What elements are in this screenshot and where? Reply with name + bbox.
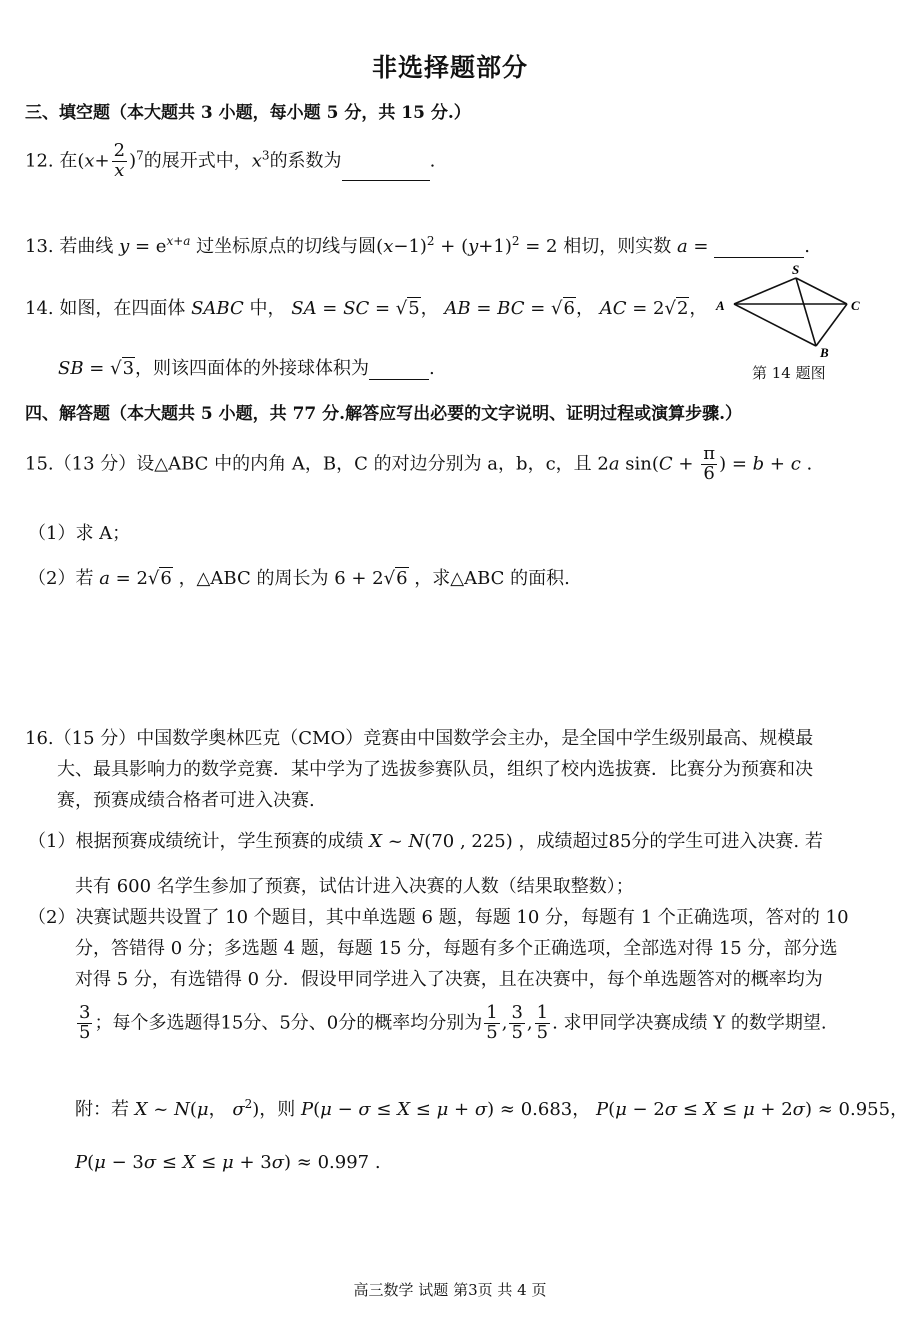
question-13: 13. 若曲线 $y = e^{x+a}$ 过坐标原点的切线与圆$(x-1)^2 + (y+1)^2 = 2$ 相切，则实数 a = .: [25, 234, 810, 257]
page-title: 非选择题部分: [371, 53, 528, 82]
question-14-line1: 14. 如图，在四面体 SABC 中， SA = SC = √5， AB = BC = √6， AC = 2√2，: [25, 298, 708, 319]
vertex-label-b: B: [820, 345, 829, 360]
section4-heading: 四、解答题（本大题共 5 小题，共 77 分.解答应写出必要的文字说明、证明过程或演算步骤.）: [25, 404, 742, 424]
page-footer: 高三数学 试题 第3页 共 4 页: [353, 1281, 547, 1299]
question-12: 12. 在(x+ $\frac{2}{x}$ )$^7$的展开式中，$x^3$的系数为 .: [25, 140, 436, 181]
tetrahedron-figure: [712, 260, 862, 360]
question-16-part2-line1: （2）决赛试题共设置了 10 个题目，其中单选题 6 题，每题 10 分，每题有 1 个正确选项，答对的 10: [28, 907, 849, 928]
question-16-line2: 大、最具影响力的数学竞赛．某中学为了选拔参赛队员，组织了校内选拔赛．比赛分为预赛和决: [57, 759, 813, 780]
question-14-line2: SB = √3，则该四面体的外接球体积为 .: [58, 358, 435, 379]
question-16-part1-cont: 共有 600 名学生参加了预赛，试估计进入决赛的人数（结果取整数）；: [75, 876, 634, 897]
vertex-label-a: A: [716, 298, 725, 313]
vertex-label-s: S: [792, 262, 800, 277]
section3-heading: 三、填空题（本大题共 3 小题，每小题 5 分，共 15 分.）: [25, 103, 471, 123]
question-15: 15.（13 分）设△ABC 中的内角 A，B，C 的对边分别为 a，b，c，且 2a sin(C + $\frac{\pi}{6}$ ) = b + c .: [25, 443, 813, 484]
question-16-line3: 赛，预赛成绩合格者可进入决赛.: [57, 790, 315, 811]
question-16-part2-line3: 对得 5 分，有选错得 0 分．假设甲同学进入了决赛，且在决赛中，每个单选题答对的概率均为: [75, 969, 823, 990]
question-16-part2-line4: $\frac{3}{5}$ ；每个多选题得15分、5分、0分的概率均分别为 $\frac{1}{5}$ , $\frac{3}{5}$ , $\frac{1}{5}$ . 求甲同学决赛成绩 Y 的数学期望.: [79, 1002, 827, 1043]
vertex-label-c: C: [851, 298, 860, 313]
question-16-note-line1: 附：若 X ~ N(μ， $\sigma^2$)，则 P(μ − σ ≤ X ≤ μ + σ) ≈ 0.683， P(μ − 2σ ≤ X ≤ μ + 2σ) ≈ 0.955，: [75, 1097, 908, 1120]
question-16-part1: （1）根据预赛成绩统计，学生预赛的成绩 X ~ N(70 , 225) ，成绩超过85分的学生可进入决赛. 若: [28, 831, 823, 852]
question-15-part2: （2）若 a = 2√6 ，△ABC 的周长为 6 + 2√6 ，求△ABC 的面积.: [28, 568, 570, 589]
question-16-part2-line2: 分，答错得 0 分；多选题 4 题，每题 15 分，每题有多个正确选项，全部选对得 15 分，部分选: [75, 938, 838, 959]
question-16-line1: 16.（15 分）中国数学奥林匹克（CMO）竞赛由中国数学会主办，是全国中学生级别最高、规模最: [25, 728, 814, 749]
figure-14-caption: 第 14 题图: [752, 364, 826, 382]
question-15-part1: （1）求 A；: [28, 523, 131, 544]
question-16-note-line2: P(μ − 3σ ≤ X ≤ μ + 3σ) ≈ 0.997 .: [75, 1152, 381, 1173]
